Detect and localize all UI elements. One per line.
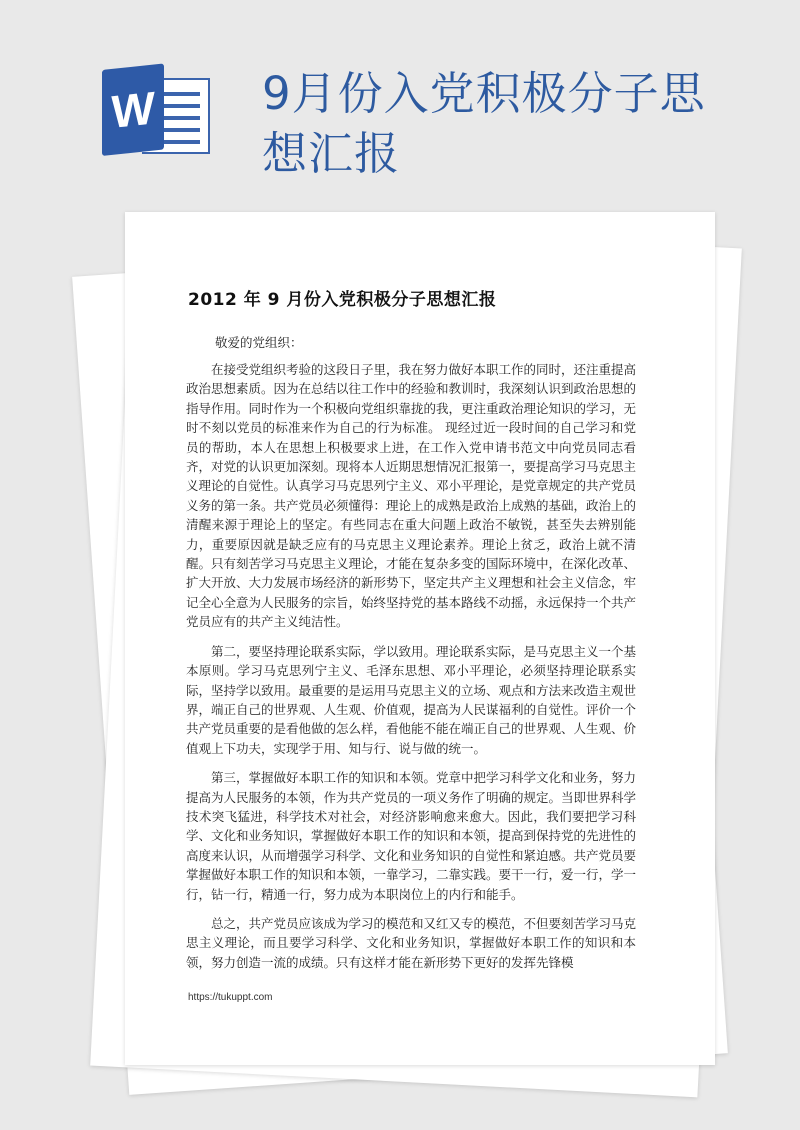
paragraph: 总之，共产党员应该成为学习的模范和又红又专的模范，不但要刻苦学习马克思主义理论，而且要学习科学、文化和业务知识，掌握做好本职工作的知识和本领，努力创造一流的成绩。只有这样才能在新形势下更好的发挥先锋模 (186, 915, 637, 970)
document-body (186, 360, 636, 982)
footer-url: https://tukuppt.com (188, 992, 273, 1003)
paragraph: 第二，要坚持理论联系实际，学以致用。理论联系实际，是马克思主义一个基本原则。学习马克思列宁主义、毛泽东思想、邓小平理论，必须坚持理论联系实际，坚持学以致用。最重要的是运用马克思主义的立场、观点和方法来改造主观世界，端正自己的世界观、人生观、价值观，提高为人民谋福利的自觉性。评价一个共产党员重要的是看他做的怎么样，看他能不能在端正自己的世界观、人生观、价值观上下功夫，实现学于用、知与行、说与做的统一。 (186, 643, 637, 756)
page-title: 9月份入党积极分子思想汇报 (262, 67, 706, 180)
paragraph: 在接受党组织考验的这段日子里，我在努力做好本职工作的同时，还注重提高政治思想素质。因为在总结以往工作中的经验和教训时，我深刻认识到政治思想的指导作用。同时作为一个积极向党组织靠拢的我，更注重政治理论知识的学习，无时不刻以党员的标准来作为自己的行为标准。 现经过近一段时间的自己学习和党员的帮助，本人在思想上积极要求上进，在工作入党申请书范文中向党员同志看齐，对党的认识更加深刻。现将本人近期思想情况汇报第一，要提高学习马克思主义理论的自觉性。认真学习马克思列宁主义、邓小平理论，是党章规定的共产党员义务的第一条。共产党员必须懂得：理论上的成熟是政治上成熟的基础，政治上的清醒来源于理论上的坚定。有些同志在重大问题上政治不敏锐，甚至失去辨别能力，重要原因就是缺乏应有的马克思主义理论素养。理论上贫乏，政治上就不清醒。只有刻苦学习马克思主义理论，才能在复杂多变的国际环境中，在深化改革、扩大开放、大力发展市场经济的新形势下，坚定共产主义理想和社会主义信念，牢记全心全意为人民服务的宗旨，始终坚持党的基本路线不动摇，永远保持一个共产党员应有的共产主义纯洁性。 (186, 362, 637, 630)
document-title: 2012 年 9 月份入党积极分子思想汇报 (188, 290, 497, 310)
word-badge: W (102, 63, 164, 156)
salutation: 敬爱的党组织： (215, 335, 303, 350)
paragraph: 第三，掌握做好本职工作的知识和本领。党章中把学习科学文化和业务，努力提高为人民服务的本领，作为共产党员的一项义务作了明确的规定。当即世界科学技术突飞猛进，科学技术对社会，对经济影响愈来愈大。因此，我们要把学习科学、文化和业务知识，掌握做好本职工作的知识和本领，提高到保持党的先进性的高度来认识，从而增强学习科学、文化和业务知识的自觉性和紧迫感。共产党员要掌握做好本职工作的知识和本领，一靠学习，二靠实践。要干一行，爱一行，学一行，钻一行，精通一行，努力成为本职岗位上的内行和能手。 (186, 770, 637, 902)
word-document-icon (102, 70, 212, 156)
